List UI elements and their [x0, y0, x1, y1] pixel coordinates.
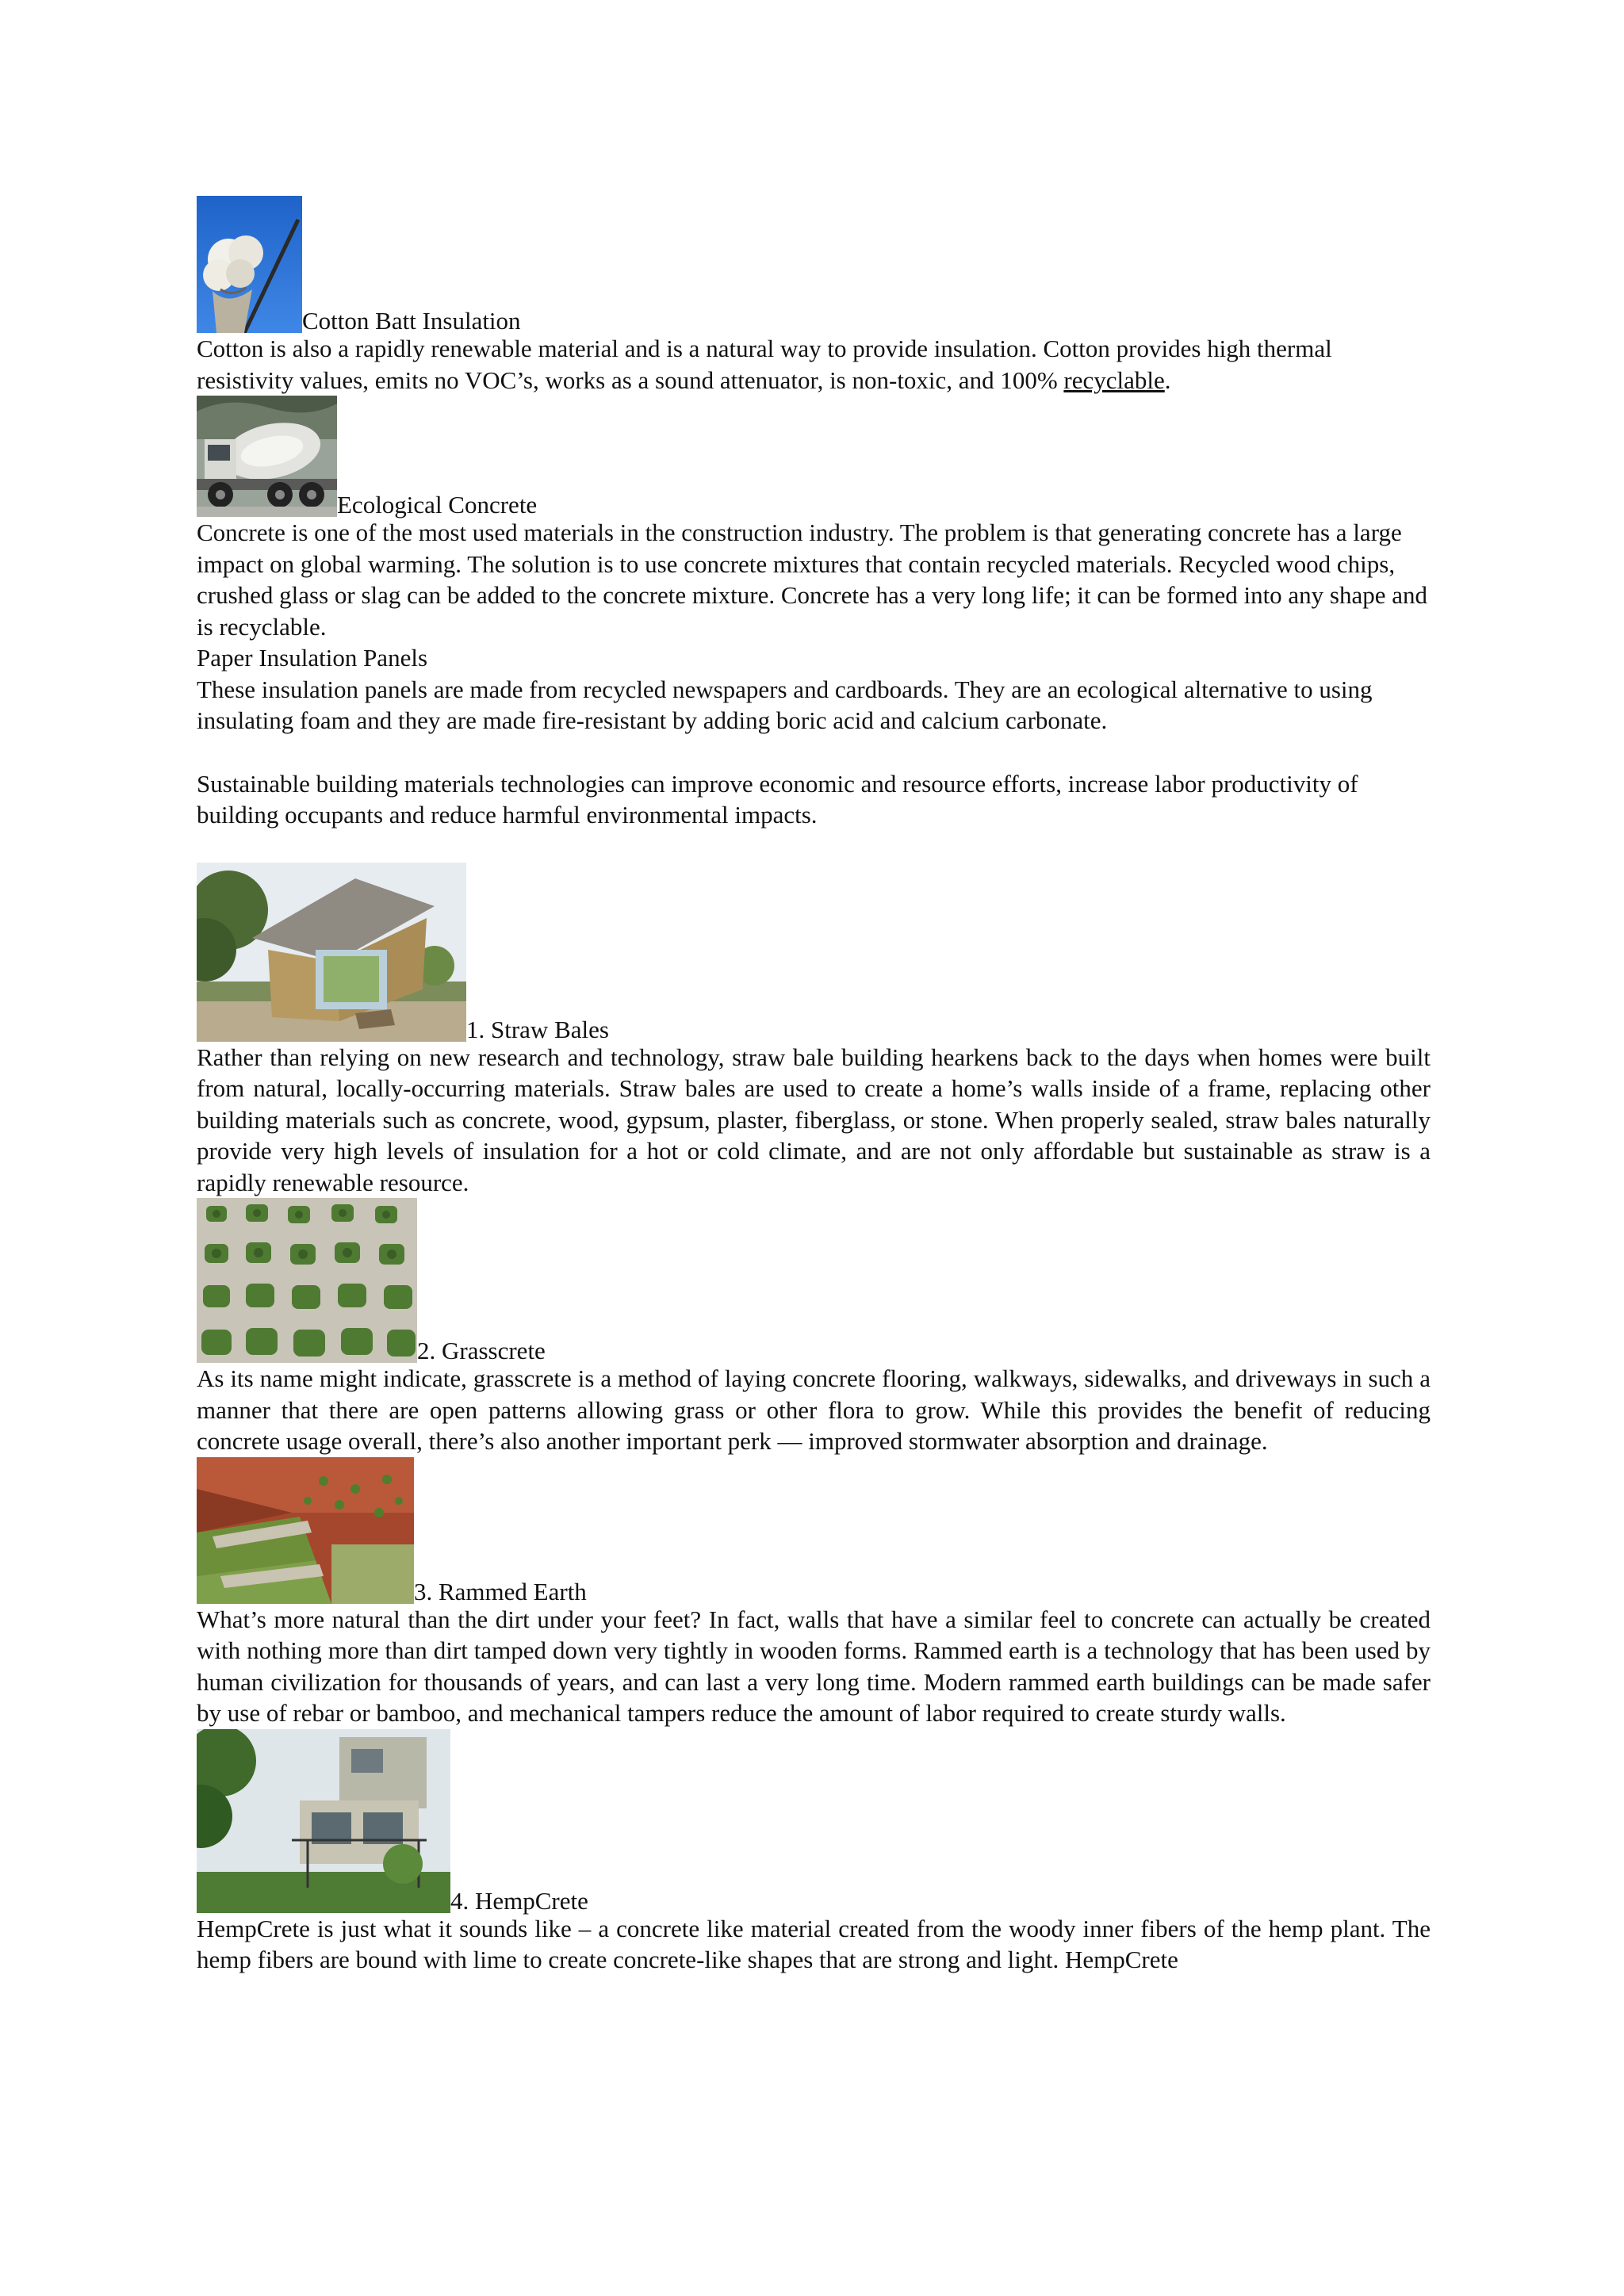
- hempcrete-house-photo: [197, 1729, 450, 1913]
- concrete-body: Concrete is one of the most used materials in the construction industry. The problem is that generating concrete has a large impact on global warming. The solution is to use concrete mixtures that contain recycled materials. Recycled wood chips, crushed glass or slag can be added to the concrete mixture. Concrete has a very long life; it can be formed into any shape and is recyclable.: [197, 519, 1428, 641]
- spacer: [197, 831, 1431, 863]
- straw-bales-body: Rather than relying on new research and technology, straw bale building hearkens back to the days when homes were built from natural, locally-occurring materials. Straw bales are used to create a home’s walls inside of a frame, replacing other building materials such as concrete, wood, gypsum, plaster, fiberglass, or stone. When properly sealed, straw bales naturally provide very high levels of insulation for a hot or cold climate, and are not only affordable but sustainable as straw is a rapidly renewable resource.: [197, 1043, 1431, 1196]
- hempcrete-heading-row: [197, 1729, 1431, 1913]
- paper-insulation-title: Paper Insulation Panels: [197, 644, 428, 672]
- grasscrete-heading-row: [197, 1198, 1431, 1363]
- grasscrete-body: As its name might indicate, grasscrete is a method of laying concrete flooring, walkways, sidewalks, and driveways in such a manner that there are open patterns allowing grass or other flora to grow. While this provides the benefit of reducing concrete usage overall, there’s also another important perk — improved stormwater absorption and drainage.: [197, 1364, 1431, 1455]
- straw-bales-title: 1. Straw Bales: [466, 1015, 609, 1043]
- concrete-heading-row: [197, 396, 1431, 517]
- paper-insulation-body: These insulation panels are made from recycled newspapers and cardboards. They are an ecological alternative to using insulating foam and they are made fire-resistant by adding boric acid and calcium carbonate.: [197, 675, 1373, 734]
- rammed-earth-body: What’s more natural than the dirt under your feet? In fact, walls that have a similar feel to concrete can actually be created with nothing more than dirt tamped down very tightly in wooden forms. Rammed earth is a technology that has been used by human civilization for thousands of years, and can last a very long time. Modern rammed earth buildings can be made safer by use of rebar or bamboo, and mechanical tampers reduce the amount of labor required to create sturdy walls.: [197, 1605, 1431, 1727]
- concrete-mixer-truck-photo: [197, 396, 337, 517]
- hempcrete-body: HempCrete is just what it sounds like – a concrete like material created from the woody inner fibers of the hemp plant. The hemp fibers are bound with lime to create concrete-like shapes that are strong and light. HempCrete: [197, 1914, 1431, 1973]
- straw-bales-heading-row: [197, 863, 1431, 1042]
- grasscrete-pavers-photo: [197, 1198, 417, 1363]
- spacer: [197, 737, 1431, 768]
- cotton-title: Cotton Batt Insulation: [302, 307, 521, 335]
- cotton-body: [197, 333, 1431, 396]
- document-page: [197, 196, 1431, 1976]
- cotton-boll-photo: [197, 196, 302, 333]
- grasscrete-title: 2. Grasscrete: [417, 1337, 546, 1364]
- rammed-earth-title: 3. Rammed Earth: [414, 1577, 587, 1605]
- hempcrete-title: 4. HempCrete: [450, 1886, 588, 1915]
- straw-bale-cabin-photo: [197, 863, 466, 1042]
- cotton-body-end: .: [1164, 365, 1171, 394]
- cotton-heading-row: [197, 196, 1431, 333]
- rammed-earth-terraces-photo: [197, 1457, 414, 1604]
- summary-paragraph: Sustainable building materials technologies can improve economic and resource efforts, increase labor productivity of building occupants and reduce harmful environmental impacts.: [197, 769, 1358, 828]
- concrete-title: Ecological Concrete: [337, 491, 538, 519]
- recyclable-link[interactable]: recyclable: [1063, 365, 1165, 394]
- rammed-earth-heading-row: [197, 1457, 1431, 1604]
- cotton-body-text: Cotton is also a rapidly renewable material and is a natural way to provide insulation. Cotton provides high thermal resistivity values, emits no VOC’s, works as a sound attenuator, is non-toxic, and 100%: [197, 335, 1332, 394]
